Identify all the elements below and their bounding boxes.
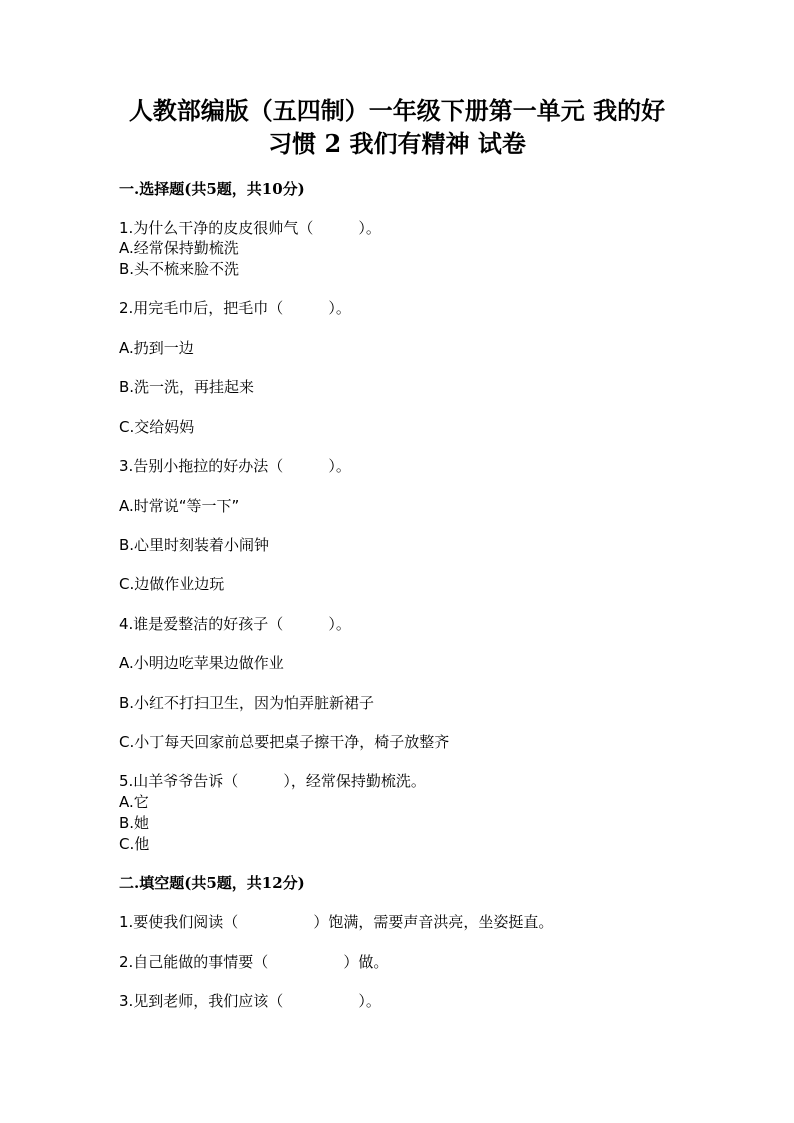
choice-question-1-stem: 1.为什么干净的皮皮很帅气（ ）。 bbox=[119, 219, 381, 237]
exam-title-line-1: 人教部编版（五四制）一年级下册第一单元 我的好 bbox=[128, 96, 666, 125]
choice-question-5-stem: 5.山羊爷爷告诉（ ），经常保持勤梳洗。 bbox=[119, 772, 426, 790]
choice-question-5-option-a: A.它 bbox=[119, 793, 149, 811]
choice-question-1-option-b: B.头不梳来脸不洗 bbox=[119, 260, 240, 278]
choice-question-3-option-c: C.边做作业边玩 bbox=[119, 575, 225, 593]
choice-question-4-stem: 4.谁是爱整洁的好孩子（ ）。 bbox=[119, 615, 351, 633]
choice-question-3-stem: 3.告别小拖拉的好办法（ ）。 bbox=[119, 457, 351, 475]
choice-question-5-option-b: B.她 bbox=[119, 814, 150, 832]
section-heading-fill: 二.填空题(共5题，共12分) bbox=[119, 874, 305, 892]
choice-question-1-option-a: A.经常保持勤梳洗 bbox=[119, 239, 239, 257]
choice-question-5-option-c: C.他 bbox=[119, 835, 150, 853]
choice-question-2-stem: 2.用完毛巾后，把毛巾（ ）。 bbox=[119, 299, 351, 317]
choice-question-2-option-b: B.洗一洗，再挂起来 bbox=[119, 378, 255, 396]
exam-title-line-2: 习惯 2 我们有精神 试卷 bbox=[268, 129, 526, 158]
choice-question-4-option-c: C.小丁每天回家前总要把桌子擦干净，椅子放整齐 bbox=[119, 733, 450, 751]
choice-question-3-option-b: B.心里时刻装着小闹钟 bbox=[119, 536, 270, 554]
section-heading-choice: 一.选择题(共5题，共10分) bbox=[119, 180, 305, 198]
choice-question-2-option-c: C.交给妈妈 bbox=[119, 418, 195, 436]
fill-question-1: 1.要使我们阅读（ ）饱满，需要声音洪亮，坐姿挺直。 bbox=[119, 913, 554, 931]
fill-question-2: 2.自己能做的事情要（ ）做。 bbox=[119, 953, 389, 971]
fill-question-3: 3.见到老师，我们应该（ ）。 bbox=[119, 992, 381, 1010]
choice-question-4-option-b: B.小红不打扫卫生，因为怕弄脏新裙子 bbox=[119, 694, 375, 712]
choice-question-2-option-a: A.扔到一边 bbox=[119, 339, 194, 357]
choice-question-4-option-a: A.小明边吃苹果边做作业 bbox=[119, 654, 284, 672]
choice-question-3-option-a: A.时常说“等一下” bbox=[119, 497, 240, 515]
